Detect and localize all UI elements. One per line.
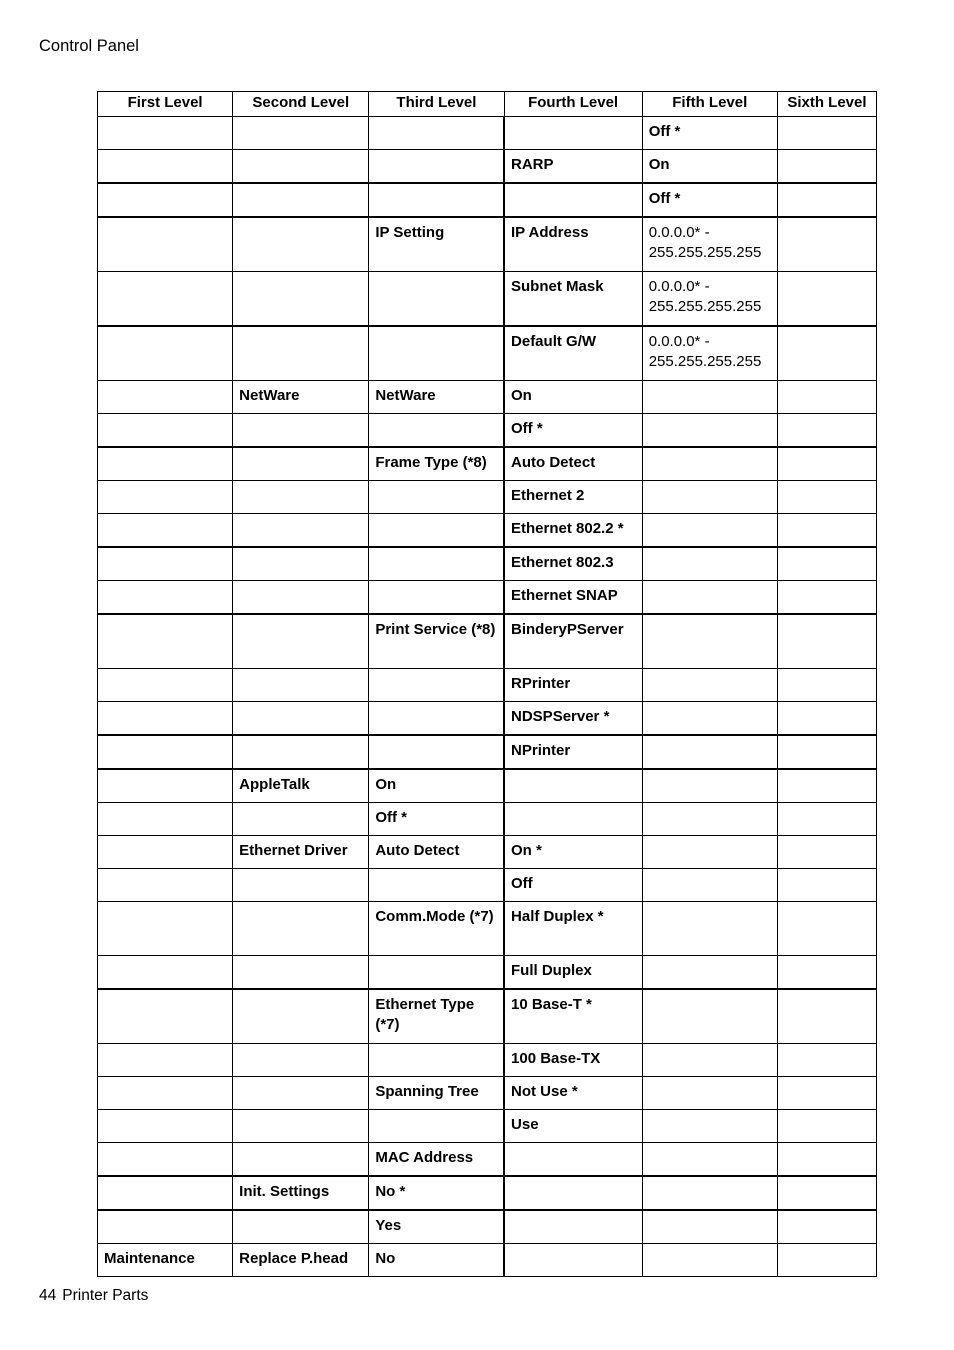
- table-cell: [777, 514, 876, 548]
- table-cell: [233, 1110, 369, 1143]
- table-cell: [233, 514, 369, 548]
- table-cell: Ethernet 802.2 *: [504, 514, 642, 548]
- table-cell: [233, 735, 369, 769]
- table-cell: [233, 902, 369, 956]
- table-cell: Maintenance: [98, 1244, 233, 1277]
- table-cell: [642, 381, 777, 414]
- column-header: Fourth Level: [504, 92, 642, 117]
- table-row: [98, 1210, 877, 1244]
- table-cell: [777, 1210, 876, 1244]
- table-cell: NPrinter: [504, 735, 642, 769]
- table-cell: [98, 414, 233, 448]
- table-cell: Off: [504, 869, 642, 902]
- table-cell: [504, 1210, 642, 1244]
- table-cell: [642, 581, 777, 615]
- table-cell: [642, 1210, 777, 1244]
- table-cell: [233, 1210, 369, 1244]
- table-cell: Off *: [642, 183, 777, 217]
- table-row: [98, 150, 877, 184]
- table-cell: NetWare: [369, 381, 504, 414]
- table-cell: [777, 581, 876, 615]
- table-cell: [777, 669, 876, 702]
- table-cell: [369, 183, 504, 217]
- table-cell: [504, 803, 642, 836]
- table-cell: [98, 702, 233, 736]
- table-cell: On *: [504, 836, 642, 869]
- table-cell: [233, 581, 369, 615]
- table-row: [98, 547, 877, 581]
- table-row: [98, 989, 877, 1044]
- table-cell: [777, 989, 876, 1044]
- table-row: [98, 669, 877, 702]
- table-cell: [504, 1244, 642, 1277]
- table-cell: [233, 447, 369, 481]
- table-cell: [98, 902, 233, 956]
- table-cell: [233, 481, 369, 514]
- table-row: [98, 183, 877, 217]
- table-cell: [369, 514, 504, 548]
- table-cell: On: [504, 381, 642, 414]
- table-row: [98, 381, 877, 414]
- table-cell: [777, 735, 876, 769]
- table-header-row: [98, 92, 877, 117]
- table-row: [98, 514, 877, 548]
- table-cell: [642, 447, 777, 481]
- table-cell: [777, 481, 876, 514]
- table-cell: [777, 902, 876, 956]
- table-cell: [369, 1110, 504, 1143]
- table-cell: [777, 1044, 876, 1077]
- table-cell: IP Setting: [369, 217, 504, 272]
- table-cell: [642, 614, 777, 669]
- table-cell: 0.0.0.0* - 255.255.255.255: [642, 326, 777, 381]
- table-cell: [642, 1077, 777, 1110]
- table-cell: Off *: [642, 117, 777, 150]
- table-cell: [233, 326, 369, 381]
- table-row: [98, 902, 877, 956]
- table-cell: [369, 414, 504, 448]
- table-cell: [642, 702, 777, 736]
- table-cell: [642, 514, 777, 548]
- table-cell: Off *: [504, 414, 642, 448]
- table-cell: Ethernet Driver: [233, 836, 369, 869]
- table-cell: [233, 183, 369, 217]
- table-cell: [642, 735, 777, 769]
- table-cell: [369, 326, 504, 381]
- table-cell: [369, 702, 504, 736]
- table-cell: Replace P.head: [233, 1244, 369, 1277]
- table-cell: [504, 1176, 642, 1210]
- column-header: Second Level: [233, 92, 369, 117]
- table-cell: [98, 869, 233, 902]
- table-cell: [642, 1244, 777, 1277]
- table-cell: [777, 614, 876, 669]
- table-cell: [233, 150, 369, 184]
- table-cell: [777, 150, 876, 184]
- table-cell: [642, 547, 777, 581]
- table-row: [98, 217, 877, 272]
- page-footer: [39, 1287, 154, 1305]
- table-cell: [233, 1077, 369, 1110]
- table-cell: [98, 1176, 233, 1210]
- table-cell: [642, 769, 777, 803]
- table-cell: [777, 272, 876, 327]
- table-cell: [233, 702, 369, 736]
- table-cell: [369, 869, 504, 902]
- table-cell: [777, 1110, 876, 1143]
- table-cell: Auto Detect: [504, 447, 642, 481]
- table-cell: MAC Address: [369, 1143, 504, 1177]
- table-cell: [98, 669, 233, 702]
- table-row: [98, 326, 877, 381]
- table-row: [98, 1244, 877, 1277]
- table-cell: Frame Type (*8): [369, 447, 504, 481]
- table-cell: RPrinter: [504, 669, 642, 702]
- table-cell: [777, 1244, 876, 1277]
- table-cell: Full Duplex: [504, 956, 642, 990]
- table-cell: [98, 614, 233, 669]
- table-cell: [642, 1143, 777, 1177]
- table-row: [98, 581, 877, 615]
- table-cell: [369, 547, 504, 581]
- table-cell: [777, 381, 876, 414]
- table-cell: 10 Base-T *: [504, 989, 642, 1044]
- table-cell: [98, 326, 233, 381]
- table-cell: [233, 1143, 369, 1177]
- table-cell: No: [369, 1244, 504, 1277]
- table-cell: [777, 183, 876, 217]
- table-row: [98, 769, 877, 803]
- table-cell: [98, 1210, 233, 1244]
- table-cell: [233, 217, 369, 272]
- table-cell: [369, 735, 504, 769]
- menu-structure-table: [97, 91, 877, 1277]
- table-cell: [777, 836, 876, 869]
- table-cell: [777, 1176, 876, 1210]
- table-row: [98, 702, 877, 736]
- table-row: [98, 803, 877, 836]
- table-cell: [642, 836, 777, 869]
- table-cell: Ethernet SNAP: [504, 581, 642, 615]
- table-cell: [98, 447, 233, 481]
- table-cell: [98, 956, 233, 990]
- table-cell: Init. Settings: [233, 1176, 369, 1210]
- table-cell: [777, 1077, 876, 1110]
- table-cell: [233, 414, 369, 448]
- column-header: Fifth Level: [642, 92, 777, 117]
- table-cell: [369, 117, 504, 150]
- table-cell: 0.0.0.0* - 255.255.255.255: [642, 272, 777, 327]
- table-cell: [642, 481, 777, 514]
- table-row: [98, 869, 877, 902]
- table-cell: [98, 836, 233, 869]
- table-cell: [233, 869, 369, 902]
- table-cell: AppleTalk: [233, 769, 369, 803]
- table-cell: [369, 481, 504, 514]
- table-cell: [504, 183, 642, 217]
- table-cell: [777, 1143, 876, 1177]
- table-cell: [98, 735, 233, 769]
- table-cell: NetWare: [233, 381, 369, 414]
- table-cell: 0.0.0.0* - 255.255.255.255: [642, 217, 777, 272]
- table-cell: Half Duplex *: [504, 902, 642, 956]
- table-cell: [642, 1044, 777, 1077]
- table-cell: IP Address: [504, 217, 642, 272]
- table-cell: Auto Detect: [369, 836, 504, 869]
- table-cell: 100 Base-TX: [504, 1044, 642, 1077]
- footer-section: Printer Parts: [62, 1287, 149, 1304]
- table-cell: [642, 956, 777, 990]
- table-row: [98, 117, 877, 150]
- table-cell: RARP: [504, 150, 642, 184]
- table-cell: No *: [369, 1176, 504, 1210]
- table-cell: Off *: [369, 803, 504, 836]
- table-cell: [98, 1143, 233, 1177]
- table-cell: [642, 803, 777, 836]
- table-row: [98, 735, 877, 769]
- table-cell: [98, 769, 233, 803]
- table-cell: On: [369, 769, 504, 803]
- table-cell: [642, 1110, 777, 1143]
- column-header: Sixth Level: [777, 92, 876, 117]
- table-cell: [777, 869, 876, 902]
- table-row: [98, 836, 877, 869]
- table-cell: [98, 217, 233, 272]
- table-cell: [233, 956, 369, 990]
- table-cell: [98, 183, 233, 217]
- table-cell: [642, 414, 777, 448]
- table-cell: [98, 803, 233, 836]
- table-cell: [98, 1110, 233, 1143]
- table-cell: Print Service (*8): [369, 614, 504, 669]
- table-cell: [233, 669, 369, 702]
- table-cell: [233, 547, 369, 581]
- table-cell: Yes: [369, 1210, 504, 1244]
- table-cell: [233, 1044, 369, 1077]
- table-cell: Comm.Mode (*7): [369, 902, 504, 956]
- table-cell: [98, 150, 233, 184]
- table-row: [98, 481, 877, 514]
- table-cell: Use: [504, 1110, 642, 1143]
- table-cell: [777, 117, 876, 150]
- table-cell: [233, 803, 369, 836]
- table-cell: [777, 803, 876, 836]
- table-row: [98, 1044, 877, 1077]
- table-row: [98, 1077, 877, 1110]
- table-cell: [98, 1077, 233, 1110]
- table-cell: [98, 514, 233, 548]
- table-cell: [369, 581, 504, 615]
- table-cell: NDSPServer *: [504, 702, 642, 736]
- table-row: [98, 1143, 877, 1177]
- table-cell: [369, 669, 504, 702]
- table-cell: [777, 217, 876, 272]
- table-cell: [642, 902, 777, 956]
- table-row: [98, 1110, 877, 1143]
- table-cell: [233, 117, 369, 150]
- table-cell: [642, 669, 777, 702]
- table-row: [98, 414, 877, 448]
- table-cell: Spanning Tree: [369, 1077, 504, 1110]
- table-cell: [642, 1176, 777, 1210]
- table-cell: [98, 989, 233, 1044]
- table-cell: [369, 272, 504, 327]
- table-cell: [777, 414, 876, 448]
- table-cell: [777, 702, 876, 736]
- table-cell: Default G/W: [504, 326, 642, 381]
- table-cell: [777, 956, 876, 990]
- table-row: [98, 956, 877, 990]
- table-cell: [98, 117, 233, 150]
- table-cell: [777, 447, 876, 481]
- table-cell: [504, 1143, 642, 1177]
- table-cell: [98, 481, 233, 514]
- table-row: [98, 447, 877, 481]
- table-cell: BinderyPServer: [504, 614, 642, 669]
- column-header: Third Level: [369, 92, 504, 117]
- page-header: Control Panel: [39, 37, 139, 55]
- table-cell: [777, 547, 876, 581]
- table-row: [98, 614, 877, 669]
- table-cell: Ethernet Type (*7): [369, 989, 504, 1044]
- page-number: 44: [39, 1287, 57, 1304]
- table-cell: [369, 1044, 504, 1077]
- table-cell: [369, 150, 504, 184]
- table-cell: [98, 1044, 233, 1077]
- table-cell: [369, 956, 504, 990]
- table-row: [98, 1176, 877, 1210]
- table-cell: Ethernet 2: [504, 481, 642, 514]
- table-cell: Subnet Mask: [504, 272, 642, 327]
- table-cell: [777, 769, 876, 803]
- table-cell: [98, 272, 233, 327]
- table-cell: [504, 117, 642, 150]
- table-cell: Not Use *: [504, 1077, 642, 1110]
- table-cell: Ethernet 802.3: [504, 547, 642, 581]
- table-cell: [98, 547, 233, 581]
- table-cell: [98, 581, 233, 615]
- table-row: [98, 272, 877, 327]
- table-cell: [642, 989, 777, 1044]
- table-cell: [233, 272, 369, 327]
- column-header: First Level: [98, 92, 233, 117]
- table-cell: [642, 869, 777, 902]
- table-cell: [233, 989, 369, 1044]
- table-cell: [777, 326, 876, 381]
- table-cell: [233, 614, 369, 669]
- table-cell: [98, 381, 233, 414]
- table-cell: On: [642, 150, 777, 184]
- table-cell: [504, 769, 642, 803]
